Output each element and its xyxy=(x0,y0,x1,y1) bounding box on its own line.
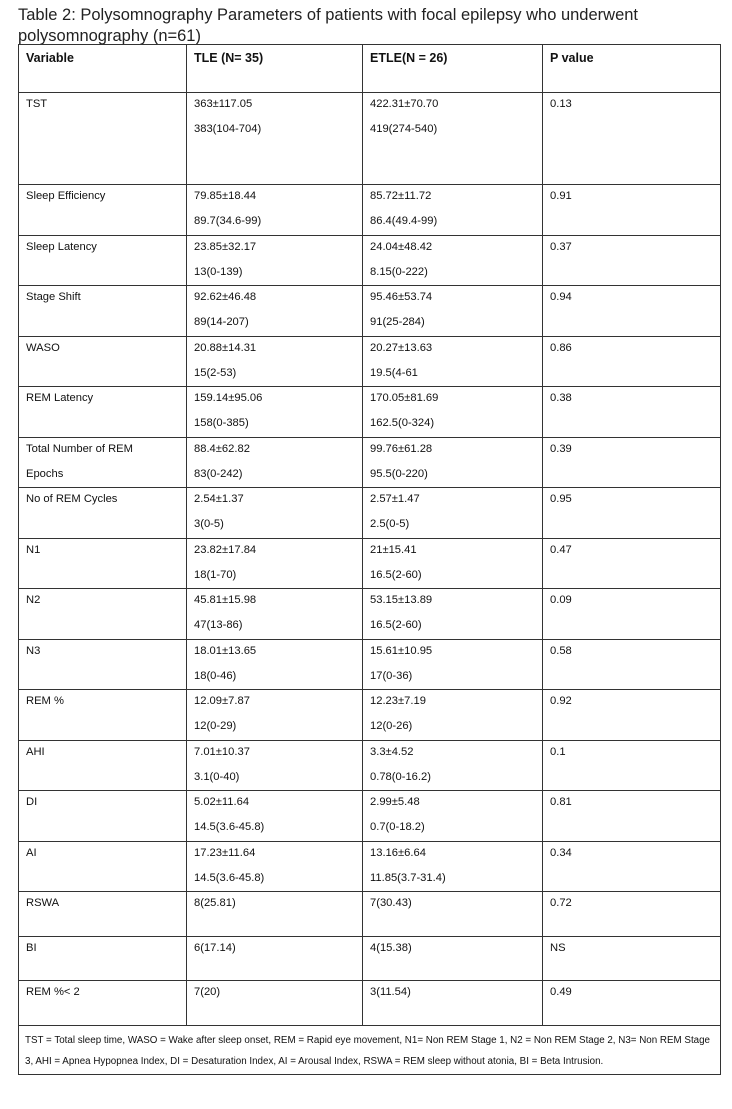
cell-p-value-line: 0.38 xyxy=(550,392,572,404)
cell-p-value xyxy=(543,438,721,488)
cell-etle-line: 422.31±70.70 xyxy=(370,98,439,110)
cell-etle-line: 11.85(3.7-31.4) xyxy=(370,872,446,884)
cell-etle xyxy=(363,640,543,690)
cell-tle-line: 7.01±10.37 xyxy=(194,746,250,758)
cell-etle-line: 170.05±81.69 xyxy=(370,392,439,404)
cell-etle xyxy=(363,93,543,185)
cell-tle-line: 47(13-86) xyxy=(194,619,243,631)
cell-etle-line: 53.15±13.89 xyxy=(370,594,433,606)
cell-variable-line: Epochs xyxy=(26,468,64,480)
cell-variable-line: AHI xyxy=(26,746,45,758)
cell-variable xyxy=(19,185,187,236)
cell-tle-line: 3.1(0-40) xyxy=(194,771,240,783)
cell-p-value-line: 0.58 xyxy=(550,645,572,657)
cell-tle xyxy=(187,690,363,741)
cell-variable xyxy=(19,937,187,981)
cell-variable xyxy=(19,690,187,741)
cell-p-value-line: 0.13 xyxy=(550,98,572,110)
cell-variable xyxy=(19,539,187,589)
table-row xyxy=(19,741,721,791)
cell-p-value-line: 0.37 xyxy=(550,241,572,253)
header-tle: TLE (N= 35) xyxy=(187,45,363,93)
cell-tle xyxy=(187,589,363,640)
cell-etle-line: 12.23±7.19 xyxy=(370,695,426,707)
cell-variable xyxy=(19,589,187,640)
cell-etle xyxy=(363,488,543,539)
cell-p-value xyxy=(543,741,721,791)
cell-variable-line: REM Latency xyxy=(26,392,94,404)
cell-p-value xyxy=(543,640,721,690)
cell-p-value xyxy=(543,791,721,842)
cell-p-value-line: 0.91 xyxy=(550,190,572,202)
cell-tle-line: 83(0-242) xyxy=(194,468,243,480)
cell-etle-line: 0.78(0-16.2) xyxy=(370,771,431,783)
header-row xyxy=(19,45,721,93)
cell-tle xyxy=(187,640,363,690)
cell-tle-line: 18.01±13.65 xyxy=(194,645,257,657)
cell-tle-line: 3(0-5) xyxy=(194,518,224,530)
cell-variable xyxy=(19,981,187,1026)
cell-variable-line: N3 xyxy=(26,645,41,657)
cell-etle-line: 91(25-284) xyxy=(370,316,425,328)
cell-p-value-line: 0.86 xyxy=(550,342,572,354)
cell-p-value-line: 0.81 xyxy=(550,796,572,808)
cell-etle xyxy=(363,937,543,981)
cell-tle-line: 88.4±62.82 xyxy=(194,443,250,455)
cell-tle-line: 20.88±14.31 xyxy=(194,342,257,354)
cell-tle-line: 18(0-46) xyxy=(194,670,237,682)
cell-tle-line: 6(17.14) xyxy=(194,942,236,954)
cell-variable-line: REM % xyxy=(26,695,64,707)
cell-tle xyxy=(187,937,363,981)
cell-tle xyxy=(187,438,363,488)
cell-tle-line: 383(104-704) xyxy=(194,123,262,135)
cell-etle-line: 16.5(2-60) xyxy=(370,569,422,581)
cell-tle xyxy=(187,185,363,236)
cell-etle xyxy=(363,539,543,589)
table-row xyxy=(19,589,721,640)
cell-tle xyxy=(187,488,363,539)
cell-etle xyxy=(363,286,543,337)
cell-tle xyxy=(187,981,363,1026)
cell-etle-line: 162.5(0-324) xyxy=(370,417,435,429)
cell-tle xyxy=(187,892,363,937)
cell-p-value xyxy=(543,842,721,892)
cell-variable-line: N2 xyxy=(26,594,41,606)
cell-etle xyxy=(363,741,543,791)
cell-etle xyxy=(363,842,543,892)
table-row xyxy=(19,981,721,1026)
cell-variable xyxy=(19,892,187,937)
table-row xyxy=(19,892,721,937)
cell-p-value xyxy=(543,690,721,741)
table-row xyxy=(19,791,721,842)
cell-variable xyxy=(19,741,187,791)
table-row xyxy=(19,337,721,387)
table-row xyxy=(19,185,721,236)
cell-tle xyxy=(187,286,363,337)
cell-p-value-line: 0.39 xyxy=(550,443,572,455)
cell-etle-line: 99.76±61.28 xyxy=(370,443,433,455)
cell-etle-line: 17(0-36) xyxy=(370,670,413,682)
cell-tle-line: 363±117.05 xyxy=(194,98,253,110)
cell-tle-line: 12.09±7.87 xyxy=(194,695,250,707)
cell-tle-line: 17.23±11.64 xyxy=(194,847,256,859)
cell-tle-line: 79.85±18.44 xyxy=(194,190,257,202)
cell-etle xyxy=(363,387,543,438)
header-etle: ETLE(N = 26) xyxy=(363,45,543,93)
cell-tle-line: 159.14±95.06 xyxy=(194,392,263,404)
cell-tle xyxy=(187,93,363,185)
cell-tle-line: 13(0-139) xyxy=(194,266,243,278)
cell-etle-line: 0.7(0-18.2) xyxy=(370,821,425,833)
cell-p-value-line: 0.95 xyxy=(550,493,572,505)
cell-tle-line: 14.5(3.6-45.8) xyxy=(194,872,265,884)
cell-tle-line: 18(1-70) xyxy=(194,569,237,581)
cell-tle-line: 89(14-207) xyxy=(194,316,249,328)
cell-variable xyxy=(19,488,187,539)
cell-tle xyxy=(187,842,363,892)
cell-variable-line: Sleep Latency xyxy=(26,241,97,253)
cell-tle-line: 2.54±1.37 xyxy=(194,493,244,505)
cell-etle xyxy=(363,438,543,488)
cell-variable-line: BI xyxy=(26,942,37,954)
cell-etle xyxy=(363,337,543,387)
cell-etle xyxy=(363,589,543,640)
cell-etle-line: 20.27±13.63 xyxy=(370,342,433,354)
cell-variable xyxy=(19,236,187,286)
cell-variable xyxy=(19,337,187,387)
cell-etle-line: 85.72±11.72 xyxy=(370,190,432,202)
cell-p-value-line: NS xyxy=(550,942,566,954)
table-row xyxy=(19,286,721,337)
cell-tle xyxy=(187,741,363,791)
cell-etle-line: 24.04±48.42 xyxy=(370,241,433,253)
cell-variable xyxy=(19,438,187,488)
cell-p-value-line: 0.72 xyxy=(550,897,572,909)
cell-etle-line: 4(15.38) xyxy=(370,942,412,954)
cell-etle-line: 95.5(0-220) xyxy=(370,468,428,480)
cell-variable-line: REM %< 2 xyxy=(26,986,80,998)
cell-variable-line: Sleep Efficiency xyxy=(26,190,106,202)
cell-tle-line: 5.02±11.64 xyxy=(194,796,250,808)
cell-p-value xyxy=(543,937,721,981)
cell-p-value-line: 0.49 xyxy=(550,986,572,998)
cell-p-value-line: 0.47 xyxy=(550,544,572,556)
cell-variable-line: DI xyxy=(26,796,38,808)
cell-tle-line: 8(25.81) xyxy=(194,897,236,909)
cell-tle-line: 7(20) xyxy=(194,986,221,998)
table-row xyxy=(19,438,721,488)
cell-variable xyxy=(19,387,187,438)
cell-p-value-line: 0.94 xyxy=(550,291,572,303)
cell-tle xyxy=(187,539,363,589)
footnote-row xyxy=(19,1026,721,1075)
cell-etle-line: 2.57±1.47 xyxy=(370,493,420,505)
cell-etle xyxy=(363,981,543,1026)
table-row xyxy=(19,937,721,981)
cell-etle-line: 86.4(49.4-99) xyxy=(370,215,438,227)
cell-tle-line: 14.5(3.6-45.8) xyxy=(194,821,265,833)
cell-etle-line: 3.3±4.52 xyxy=(370,746,414,758)
cell-variable-line: No of REM Cycles xyxy=(26,493,118,505)
table-row xyxy=(19,93,721,185)
table-row xyxy=(19,640,721,690)
cell-variable xyxy=(19,640,187,690)
cell-tle-line: 45.81±15.98 xyxy=(194,594,257,606)
table-row xyxy=(19,387,721,438)
cell-etle-line: 2.5(0-5) xyxy=(370,518,410,530)
cell-etle xyxy=(363,690,543,741)
cell-variable-line: N1 xyxy=(26,544,41,556)
cell-p-value xyxy=(543,185,721,236)
cell-p-value xyxy=(543,539,721,589)
table-body xyxy=(19,93,721,1026)
cell-tle-line: 15(2-53) xyxy=(194,367,237,379)
table-row xyxy=(19,842,721,892)
cell-variable xyxy=(19,286,187,337)
cell-tle-line: 12(0-29) xyxy=(194,720,237,732)
cell-etle xyxy=(363,791,543,842)
cell-etle-line: 13.16±6.64 xyxy=(370,847,426,859)
cell-p-value xyxy=(543,286,721,337)
cell-tle xyxy=(187,791,363,842)
cell-etle-line: 3(11.54) xyxy=(370,986,411,998)
cell-p-value xyxy=(543,337,721,387)
cell-variable-line: WASO xyxy=(26,342,60,354)
cell-p-value xyxy=(543,488,721,539)
header-p-value: P value xyxy=(543,45,721,93)
cell-variable xyxy=(19,93,187,185)
table-row xyxy=(19,488,721,539)
cell-tle xyxy=(187,337,363,387)
cell-etle-line: 7(30.43) xyxy=(370,897,412,909)
cell-etle-line: 8.15(0-222) xyxy=(370,266,428,278)
cell-etle-line: 21±15.41 xyxy=(370,544,417,556)
cell-tle-line: 23.82±17.84 xyxy=(194,544,257,556)
cell-etle-line: 16.5(2-60) xyxy=(370,619,422,631)
polysomnography-table xyxy=(18,44,721,1075)
cell-variable xyxy=(19,842,187,892)
cell-etle-line: 15.61±10.95 xyxy=(370,645,433,657)
cell-tle-line: 158(0-385) xyxy=(194,417,249,429)
footnote: TST = Total sleep time, WASO = Wake after sleep onset, REM = Rapid eye movement, N1= Non REM Stage 1, N2 = Non REM Stage 2, N3= Non REM Stage 3, AHI = Apnea Hypopnea Index, DI = Desaturation Index, AI = Arousal Index, RSWA = REM sleep without atonia, BI = Beta Intrusion. xyxy=(19,1026,721,1075)
table-row xyxy=(19,236,721,286)
cell-p-value-line: 0.1 xyxy=(550,746,566,758)
cell-etle xyxy=(363,185,543,236)
cell-variable xyxy=(19,791,187,842)
cell-p-value xyxy=(543,236,721,286)
cell-p-value-line: 0.09 xyxy=(550,594,572,606)
cell-etle xyxy=(363,892,543,937)
cell-p-value-line: 0.92 xyxy=(550,695,572,707)
header-variable: Variable xyxy=(19,45,187,93)
cell-tle xyxy=(187,236,363,286)
cell-variable-line: RSWA xyxy=(26,897,60,909)
cell-etle-line: 95.46±53.74 xyxy=(370,291,433,303)
cell-variable-line: Stage Shift xyxy=(26,291,81,303)
cell-p-value-line: 0.34 xyxy=(550,847,572,859)
cell-etle-line: 419(274-540) xyxy=(370,123,438,135)
cell-etle-line: 12(0-26) xyxy=(370,720,413,732)
cell-p-value xyxy=(543,93,721,185)
cell-p-value xyxy=(543,892,721,937)
table-row xyxy=(19,690,721,741)
cell-variable-line: Total Number of REM xyxy=(26,443,133,455)
cell-p-value xyxy=(543,981,721,1026)
cell-p-value xyxy=(543,387,721,438)
cell-tle xyxy=(187,387,363,438)
cell-tle-line: 92.62±46.48 xyxy=(194,291,257,303)
cell-variable-line: AI xyxy=(26,847,37,859)
table-row xyxy=(19,539,721,589)
cell-tle-line: 23.85±32.17 xyxy=(194,241,257,253)
cell-etle xyxy=(363,236,543,286)
table-caption: Table 2: Polysomnography Parameters of patients with focal epilepsy who underwent polysomnography (n=61) xyxy=(18,6,639,45)
cell-etle-line: 19.5(4-61 xyxy=(370,367,418,379)
cell-variable-line: TST xyxy=(26,98,48,110)
cell-tle-line: 89.7(34.6-99) xyxy=(194,215,262,227)
cell-etle-line: 2.99±5.48 xyxy=(370,796,420,808)
cell-p-value xyxy=(543,589,721,640)
